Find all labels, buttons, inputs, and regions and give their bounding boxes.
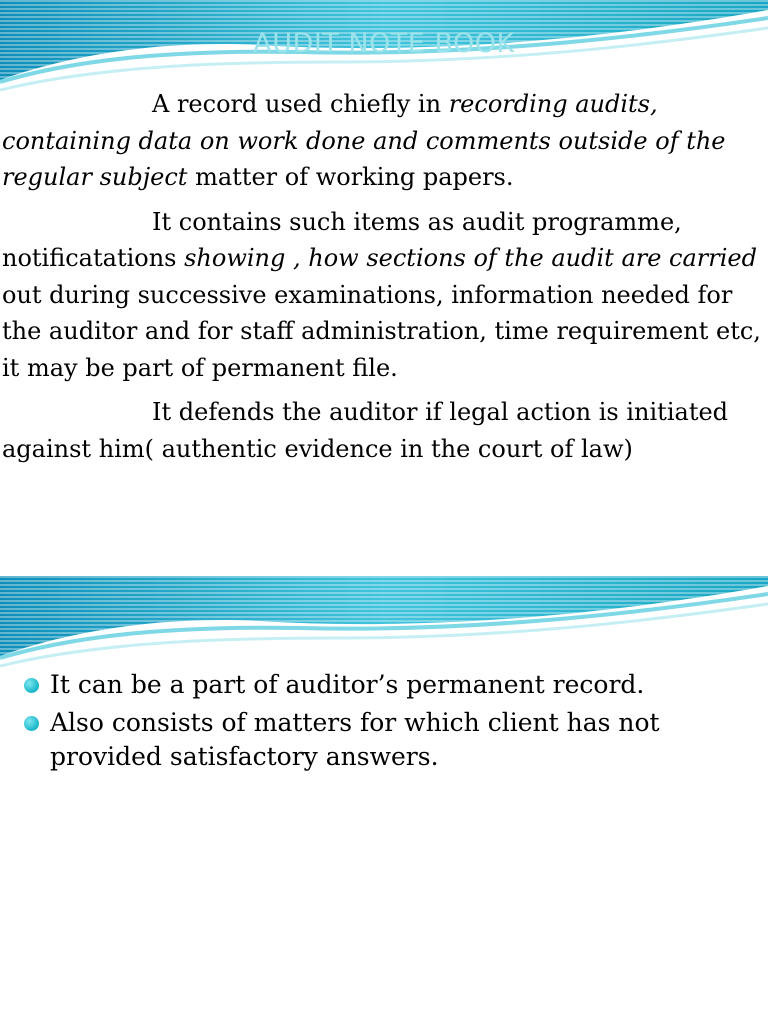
text-run: It contains such items as audit programme, notificatations (2, 207, 682, 272)
body-paragraph (2, 204, 766, 387)
bullet-text: Also consists of matters for which client has not provided satisfactory answers. (50, 708, 660, 771)
text-run: A record used chiefly in (152, 90, 449, 118)
bullet-dot-icon (24, 716, 39, 731)
text-run: out during successive examinations, information needed for the auditor and for staff administration, time requirement etc, it may be part of permanent file. (2, 280, 761, 382)
wave-banner (0, 576, 768, 676)
bullet-item (24, 706, 744, 774)
bullet-text: It can be a part of auditor’s permanent record. (50, 670, 645, 699)
body-paragraph (2, 394, 766, 467)
body-paragraph (2, 86, 766, 196)
italic-run: showing , how sections of the audit are carried (184, 244, 757, 272)
text-run: matter of working papers. (187, 163, 514, 191)
text-run: It defends the auditor if legal action is initiated against him( authentic evidence in the court of law) (2, 398, 729, 463)
slide-body (2, 86, 766, 475)
italic-run: recording audits, containing data on work done and comments outside of the regular subject (2, 90, 726, 191)
bullet-item (24, 668, 744, 702)
bullet-dot-icon (24, 678, 39, 693)
slide-title: AUDIT NOTE BOOK (253, 28, 515, 59)
bullet-list (24, 668, 744, 778)
slide-2 (0, 576, 768, 1024)
